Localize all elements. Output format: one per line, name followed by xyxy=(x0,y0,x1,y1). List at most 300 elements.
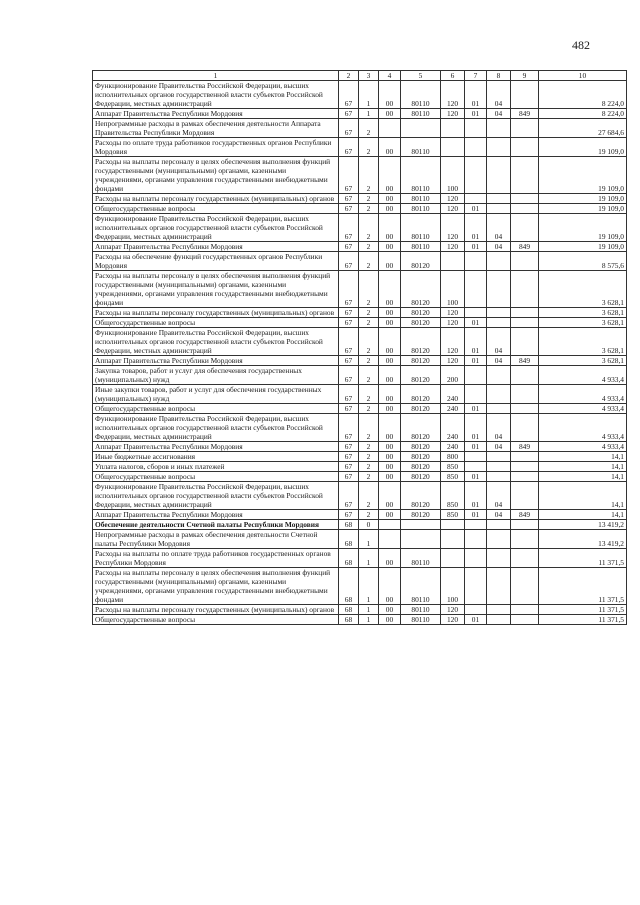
row-value-cell: 80110 xyxy=(401,204,441,214)
row-value-cell: 2 xyxy=(359,404,379,414)
row-value-cell: 00 xyxy=(379,414,401,442)
row-value-cell: 4 933,4 xyxy=(539,385,627,404)
row-value-cell xyxy=(441,119,465,138)
row-value-cell: 27 684,6 xyxy=(539,119,627,138)
row-name-cell: Функционирование Правительства Российской Федерации, высших исполнительных органов государственной власти субъектов Российской Федерации, местных администраций xyxy=(93,214,339,242)
row-value-cell: 00 xyxy=(379,138,401,157)
row-name-cell: Аппарат Правительства Республики Мордовия xyxy=(93,356,339,366)
table-row xyxy=(93,530,627,549)
row-value-cell xyxy=(465,549,487,568)
row-value-cell xyxy=(487,194,511,204)
row-value-cell: 120 xyxy=(441,615,465,625)
row-value-cell: 01 xyxy=(465,472,487,482)
table-row xyxy=(93,366,627,385)
row-value-cell: 4 933,4 xyxy=(539,404,627,414)
row-value-cell: 240 xyxy=(441,385,465,404)
row-value-cell: 00 xyxy=(379,615,401,625)
row-value-cell xyxy=(487,520,511,530)
row-value-cell: 67 xyxy=(339,204,359,214)
row-value-cell: 2 xyxy=(359,442,379,452)
row-value-cell: 04 xyxy=(487,214,511,242)
table-row xyxy=(93,549,627,568)
row-value-cell: 00 xyxy=(379,404,401,414)
row-value-cell: 2 xyxy=(359,328,379,356)
row-value-cell: 67 xyxy=(339,214,359,242)
row-value-cell: 2 xyxy=(359,472,379,482)
row-value-cell xyxy=(401,119,441,138)
row-value-cell: 80120 xyxy=(401,462,441,472)
table-row xyxy=(93,385,627,404)
row-value-cell: 00 xyxy=(379,366,401,385)
row-value-cell: 849 xyxy=(511,109,539,119)
row-value-cell: 00 xyxy=(379,482,401,510)
row-value-cell: 67 xyxy=(339,138,359,157)
row-value-cell xyxy=(487,462,511,472)
row-value-cell: 2 xyxy=(359,271,379,308)
row-value-cell xyxy=(465,157,487,194)
row-value-cell: 00 xyxy=(379,549,401,568)
row-value-cell: 00 xyxy=(379,510,401,520)
row-value-cell: 67 xyxy=(339,194,359,204)
table-row xyxy=(93,442,627,452)
row-name-cell: Функционирование Правительства Российской Федерации, высших исполнительных органов государственной власти субъектов Российской Федерации, местных администраций xyxy=(93,328,339,356)
row-value-cell xyxy=(465,366,487,385)
table-row xyxy=(93,615,627,625)
row-value-cell xyxy=(511,214,539,242)
table-row xyxy=(93,328,627,356)
row-value-cell xyxy=(511,81,539,109)
row-value-cell: 67 xyxy=(339,308,359,318)
row-value-cell xyxy=(511,204,539,214)
row-value-cell: 120 xyxy=(441,81,465,109)
table-row xyxy=(93,605,627,615)
row-value-cell: 80120 xyxy=(401,271,441,308)
row-value-cell: 67 xyxy=(339,510,359,520)
row-value-cell xyxy=(511,520,539,530)
row-value-cell: 80120 xyxy=(401,356,441,366)
row-value-cell xyxy=(487,615,511,625)
header-cell: 4 xyxy=(379,71,401,81)
row-value-cell: 80110 xyxy=(401,242,441,252)
row-value-cell: 3 628,1 xyxy=(539,271,627,308)
row-value-cell: 80110 xyxy=(401,157,441,194)
row-value-cell: 850 xyxy=(441,482,465,510)
row-value-cell: 01 xyxy=(465,318,487,328)
row-value-cell: 100 xyxy=(441,271,465,308)
table-row xyxy=(93,308,627,318)
row-value-cell xyxy=(487,204,511,214)
row-value-cell: 3 628,1 xyxy=(539,318,627,328)
row-value-cell xyxy=(487,119,511,138)
row-value-cell: 3 628,1 xyxy=(539,356,627,366)
row-name-cell: Аппарат Правительства Республики Мордовия xyxy=(93,442,339,452)
row-value-cell: 80120 xyxy=(401,414,441,442)
row-name-cell: Непрограммные расходы в рамках обеспечения деятельности Аппарата Правительства Республики Мордовия xyxy=(93,119,339,138)
row-name-cell: Расходы на выплаты по оплате труда работников государственных органов Республики Мордовия xyxy=(93,549,339,568)
row-value-cell: 1 xyxy=(359,109,379,119)
row-value-cell: 80120 xyxy=(401,482,441,510)
row-value-cell: 80120 xyxy=(401,404,441,414)
row-value-cell xyxy=(511,366,539,385)
row-value-cell: 2 xyxy=(359,318,379,328)
table-row xyxy=(93,204,627,214)
row-name-cell: Функционирование Правительства Российской Федерации, высших исполнительных органов государственной власти субъектов Российской Федерации, местных администраций xyxy=(93,482,339,510)
row-value-cell xyxy=(511,328,539,356)
row-name-cell: Расходы на выплаты персоналу государственных (муниципальных) органов xyxy=(93,194,339,204)
row-value-cell: 67 xyxy=(339,442,359,452)
row-value-cell xyxy=(487,308,511,318)
row-value-cell xyxy=(465,520,487,530)
row-name-cell: Общегосударственные вопросы xyxy=(93,318,339,328)
row-value-cell xyxy=(487,318,511,328)
row-value-cell: 11 371,5 xyxy=(539,615,627,625)
table-row xyxy=(93,520,627,530)
row-value-cell: 01 xyxy=(465,404,487,414)
header-cell: 3 xyxy=(359,71,379,81)
row-value-cell: 849 xyxy=(511,356,539,366)
row-value-cell: 00 xyxy=(379,204,401,214)
row-value-cell: 04 xyxy=(487,109,511,119)
row-value-cell: 67 xyxy=(339,119,359,138)
row-name-cell: Аппарат Правительства Республики Мордовия xyxy=(93,242,339,252)
row-value-cell xyxy=(511,615,539,625)
row-name-cell: Общегосударственные вопросы xyxy=(93,204,339,214)
row-name-cell: Общегосударственные вопросы xyxy=(93,472,339,482)
row-value-cell: 00 xyxy=(379,462,401,472)
row-value-cell xyxy=(511,404,539,414)
table-row xyxy=(93,414,627,442)
row-value-cell xyxy=(379,119,401,138)
row-value-cell xyxy=(379,530,401,549)
row-value-cell: 1 xyxy=(359,81,379,109)
row-value-cell xyxy=(511,482,539,510)
row-value-cell: 01 xyxy=(465,81,487,109)
row-value-cell: 67 xyxy=(339,385,359,404)
row-name-cell: Аппарат Правительства Республики Мордовия xyxy=(93,510,339,520)
row-value-cell xyxy=(465,385,487,404)
row-value-cell: 00 xyxy=(379,271,401,308)
row-value-cell: 01 xyxy=(465,242,487,252)
row-value-cell: 67 xyxy=(339,472,359,482)
row-value-cell xyxy=(511,568,539,605)
row-value-cell: 80110 xyxy=(401,109,441,119)
row-value-cell xyxy=(511,157,539,194)
header-cell: 2 xyxy=(339,71,359,81)
row-value-cell: 00 xyxy=(379,318,401,328)
table-row xyxy=(93,452,627,462)
row-value-cell: 00 xyxy=(379,214,401,242)
row-value-cell: 120 xyxy=(441,214,465,242)
row-value-cell: 2 xyxy=(359,252,379,271)
row-value-cell: 1 xyxy=(359,530,379,549)
row-value-cell xyxy=(511,308,539,318)
row-value-cell xyxy=(487,404,511,414)
row-value-cell: 80110 xyxy=(401,568,441,605)
table-row xyxy=(93,119,627,138)
row-value-cell xyxy=(511,462,539,472)
row-value-cell xyxy=(487,549,511,568)
row-value-cell xyxy=(465,252,487,271)
row-value-cell: 19 109,0 xyxy=(539,242,627,252)
row-value-cell: 00 xyxy=(379,356,401,366)
row-value-cell: 11 371,5 xyxy=(539,549,627,568)
header-cell: 7 xyxy=(465,71,487,81)
row-value-cell: 68 xyxy=(339,615,359,625)
row-value-cell: 67 xyxy=(339,157,359,194)
row-value-cell: 2 xyxy=(359,482,379,510)
row-value-cell xyxy=(487,530,511,549)
row-value-cell: 13 419,2 xyxy=(539,530,627,549)
row-value-cell: 2 xyxy=(359,157,379,194)
row-name-cell: Закупка товаров, работ и услуг для обеспечения государственных (муниципальных) нужд xyxy=(93,366,339,385)
row-value-cell: 01 xyxy=(465,442,487,452)
row-name-cell: Функционирование Правительства Российской Федерации, высших исполнительных органов государственной власти субъектов Российской Федерации, местных администраций xyxy=(93,81,339,109)
row-name-cell: Расходы на выплаты персоналу в целях обеспечения выполнения функций государственными (муниципальными) органами, казенными учреждениями, органами управления государственными внебюджетными фондами xyxy=(93,271,339,308)
row-value-cell: 8 224,0 xyxy=(539,81,627,109)
row-value-cell: 2 xyxy=(359,194,379,204)
row-value-cell: 67 xyxy=(339,318,359,328)
row-value-cell: 04 xyxy=(487,356,511,366)
row-value-cell: 19 109,0 xyxy=(539,157,627,194)
row-value-cell: 14,1 xyxy=(539,510,627,520)
row-value-cell: 00 xyxy=(379,472,401,482)
row-value-cell: 68 xyxy=(339,520,359,530)
row-value-cell: 2 xyxy=(359,414,379,442)
table-row xyxy=(93,482,627,510)
row-value-cell xyxy=(441,252,465,271)
row-value-cell xyxy=(511,138,539,157)
table-row xyxy=(93,252,627,271)
row-value-cell: 240 xyxy=(441,404,465,414)
row-value-cell xyxy=(487,452,511,462)
row-value-cell xyxy=(465,530,487,549)
row-value-cell: 19 109,0 xyxy=(539,194,627,204)
row-value-cell: 120 xyxy=(441,328,465,356)
row-value-cell: 04 xyxy=(487,442,511,452)
row-value-cell xyxy=(487,271,511,308)
row-value-cell: 67 xyxy=(339,81,359,109)
row-value-cell: 67 xyxy=(339,242,359,252)
row-name-cell: Функционирование Правительства Российской Федерации, высших исполнительных органов государственной власти субъектов Российской Федерации, местных администраций xyxy=(93,414,339,442)
row-value-cell: 00 xyxy=(379,308,401,318)
row-value-cell: 2 xyxy=(359,308,379,318)
row-value-cell: 2 xyxy=(359,366,379,385)
row-value-cell: 4 933,4 xyxy=(539,366,627,385)
table-row xyxy=(93,242,627,252)
row-value-cell: 80120 xyxy=(401,308,441,318)
row-name-cell: Расходы на выплаты персоналу государственных (муниципальных) органов xyxy=(93,605,339,615)
row-value-cell: 100 xyxy=(441,568,465,605)
row-value-cell xyxy=(487,605,511,615)
table-row xyxy=(93,318,627,328)
row-value-cell xyxy=(441,138,465,157)
row-value-cell: 00 xyxy=(379,252,401,271)
row-value-cell: 120 xyxy=(441,605,465,615)
header-cell: 9 xyxy=(511,71,539,81)
row-value-cell xyxy=(511,414,539,442)
row-value-cell xyxy=(487,157,511,194)
row-value-cell: 00 xyxy=(379,157,401,194)
table-row xyxy=(93,271,627,308)
row-value-cell: 00 xyxy=(379,568,401,605)
row-value-cell: 200 xyxy=(441,366,465,385)
row-value-cell: 80120 xyxy=(401,442,441,452)
row-value-cell: 3 628,1 xyxy=(539,308,627,318)
row-value-cell xyxy=(487,252,511,271)
row-value-cell: 14,1 xyxy=(539,472,627,482)
row-value-cell: 04 xyxy=(487,242,511,252)
header-row xyxy=(93,71,627,81)
row-value-cell xyxy=(487,472,511,482)
row-value-cell xyxy=(487,138,511,157)
row-name-cell: Расходы на выплаты персоналу в целях обеспечения выполнения функций государственными (муниципальными) органами, казенными учреждениями, органами управления государственными внебюджетными фондами xyxy=(93,157,339,194)
row-value-cell: 67 xyxy=(339,271,359,308)
row-value-cell: 100 xyxy=(441,157,465,194)
row-value-cell: 68 xyxy=(339,530,359,549)
row-value-cell: 04 xyxy=(487,81,511,109)
row-name-cell: Иные закупки товаров, работ и услуг для обеспечения государственных (муниципальных) нужд xyxy=(93,385,339,404)
row-value-cell: 01 xyxy=(465,414,487,442)
row-value-cell xyxy=(465,194,487,204)
row-value-cell: 80120 xyxy=(401,328,441,356)
row-value-cell: 00 xyxy=(379,242,401,252)
row-value-cell: 2 xyxy=(359,385,379,404)
row-value-cell: 68 xyxy=(339,549,359,568)
row-value-cell: 1 xyxy=(359,615,379,625)
row-value-cell: 67 xyxy=(339,462,359,472)
row-value-cell: 67 xyxy=(339,109,359,119)
row-value-cell xyxy=(511,452,539,462)
row-value-cell: 80110 xyxy=(401,214,441,242)
row-value-cell: 00 xyxy=(379,81,401,109)
row-value-cell: 80110 xyxy=(401,194,441,204)
row-value-cell: 04 xyxy=(487,414,511,442)
row-value-cell xyxy=(511,472,539,482)
budget-table xyxy=(92,70,627,625)
table-row xyxy=(93,81,627,109)
row-value-cell xyxy=(465,308,487,318)
table-row xyxy=(93,568,627,605)
row-name-cell: Расходы по оплате труда работников государственных органов Республики Мордовия xyxy=(93,138,339,157)
row-value-cell xyxy=(465,138,487,157)
row-name-cell: Непрограммные расходы в рамках обеспечения деятельности Счетной палаты Республики Мордовия xyxy=(93,530,339,549)
row-value-cell: 04 xyxy=(487,482,511,510)
row-value-cell xyxy=(511,530,539,549)
row-value-cell: 67 xyxy=(339,356,359,366)
row-value-cell: 01 xyxy=(465,482,487,510)
row-value-cell xyxy=(441,520,465,530)
table-row xyxy=(93,138,627,157)
table-row xyxy=(93,472,627,482)
page-number: 482 xyxy=(572,38,590,52)
row-value-cell: 00 xyxy=(379,452,401,462)
row-value-cell: 80120 xyxy=(401,385,441,404)
row-value-cell xyxy=(465,462,487,472)
row-value-cell: 1 xyxy=(359,568,379,605)
row-value-cell: 80110 xyxy=(401,138,441,157)
row-value-cell: 1 xyxy=(359,549,379,568)
row-value-cell: 67 xyxy=(339,414,359,442)
row-value-cell: 01 xyxy=(465,214,487,242)
row-value-cell: 240 xyxy=(441,442,465,452)
row-value-cell: 13 419,2 xyxy=(539,520,627,530)
row-value-cell: 4 933,4 xyxy=(539,414,627,442)
row-value-cell: 80120 xyxy=(401,318,441,328)
row-value-cell: 2 xyxy=(359,356,379,366)
row-value-cell: 67 xyxy=(339,252,359,271)
row-value-cell: 80120 xyxy=(401,252,441,271)
row-value-cell: 80110 xyxy=(401,549,441,568)
row-value-cell: 2 xyxy=(359,242,379,252)
row-value-cell: 240 xyxy=(441,414,465,442)
row-value-cell: 2 xyxy=(359,214,379,242)
row-value-cell: 14,1 xyxy=(539,452,627,462)
row-value-cell: 67 xyxy=(339,328,359,356)
row-value-cell: 120 xyxy=(441,242,465,252)
row-value-cell: 67 xyxy=(339,404,359,414)
row-value-cell: 01 xyxy=(465,356,487,366)
row-value-cell xyxy=(487,568,511,605)
row-value-cell: 01 xyxy=(465,204,487,214)
row-value-cell: 3 628,1 xyxy=(539,328,627,356)
row-value-cell: 00 xyxy=(379,194,401,204)
row-value-cell: 80110 xyxy=(401,605,441,615)
row-value-cell: 04 xyxy=(487,510,511,520)
row-value-cell: 4 933,4 xyxy=(539,442,627,452)
row-value-cell xyxy=(511,194,539,204)
row-value-cell: 120 xyxy=(441,356,465,366)
row-value-cell: 19 109,0 xyxy=(539,204,627,214)
table-row xyxy=(93,109,627,119)
row-value-cell: 67 xyxy=(339,452,359,462)
table-body xyxy=(93,81,627,625)
row-value-cell: 80110 xyxy=(401,615,441,625)
row-value-cell xyxy=(511,549,539,568)
row-value-cell: 67 xyxy=(339,366,359,385)
table-row xyxy=(93,356,627,366)
row-value-cell xyxy=(441,530,465,549)
row-value-cell: 68 xyxy=(339,568,359,605)
row-name-cell: Расходы на выплаты персоналу государственных (муниципальных) органов xyxy=(93,308,339,318)
row-value-cell xyxy=(401,520,441,530)
row-value-cell xyxy=(465,119,487,138)
row-value-cell: 8 575,6 xyxy=(539,252,627,271)
row-name-cell: Расходы на обеспечение функций государственных органов Республики Мордовия xyxy=(93,252,339,271)
row-value-cell: 00 xyxy=(379,385,401,404)
row-value-cell: 19 109,0 xyxy=(539,138,627,157)
header-cell: 1 xyxy=(93,71,339,81)
row-value-cell: 00 xyxy=(379,328,401,356)
row-value-cell xyxy=(465,452,487,462)
row-value-cell: 01 xyxy=(465,328,487,356)
row-value-cell: 04 xyxy=(487,328,511,356)
row-name-cell: Расходы на выплаты персоналу в целях обеспечения выполнения функций государственными (муниципальными) органами, казенными учреждениями, органами управления государственными внебюджетными фондами xyxy=(93,568,339,605)
row-value-cell: 0 xyxy=(359,520,379,530)
row-value-cell: 2 xyxy=(359,204,379,214)
table-row xyxy=(93,510,627,520)
table-row xyxy=(93,214,627,242)
row-value-cell: 68 xyxy=(339,605,359,615)
row-value-cell: 14,1 xyxy=(539,482,627,510)
row-value-cell: 01 xyxy=(465,109,487,119)
row-value-cell: 850 xyxy=(441,462,465,472)
row-value-cell: 00 xyxy=(379,109,401,119)
row-name-cell: Аппарат Правительства Республики Мордовия xyxy=(93,109,339,119)
row-value-cell: 00 xyxy=(379,605,401,615)
row-value-cell: 849 xyxy=(511,242,539,252)
header-cell: 6 xyxy=(441,71,465,81)
row-value-cell: 850 xyxy=(441,510,465,520)
